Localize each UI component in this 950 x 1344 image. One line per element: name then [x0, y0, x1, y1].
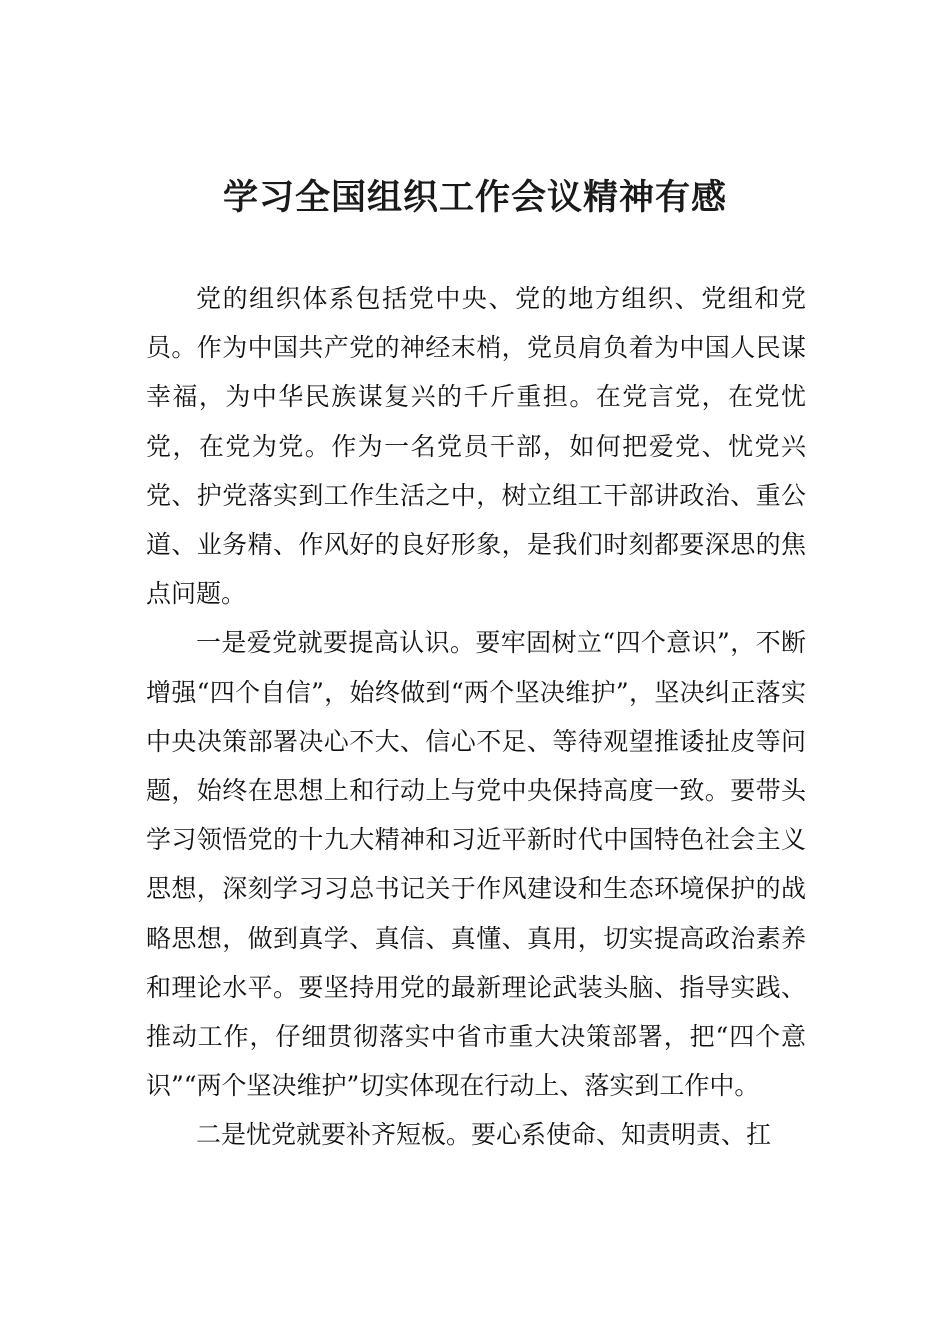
paragraph-worry-party: 二是忧党就要补齐短板。要心系使命、知责明责、扛 — [196, 1120, 772, 1150]
paragraph-intro: 党的组织体系包括党中央、党的地方组织、党组和党员。作为中国共产党的神经末梢，党员肩负着为中国人民谋幸福，为中华民族谋复兴的千斤重担。在党言党，在党忧党，在党为党。作为一名党员干部，如何把爱党、忧党兴党、护党落实到工作生活之中，树立组工干部讲政治、重公道、业务精、作风好的良好形象，是我们时刻都要深思的焦点问题。 — [146, 284, 806, 609]
paragraph-love-party: 一是爱党就要提高认识。要牢固树立“四个意识”，不断增强“四个自信”，始终做到“两个坚决维护”，坚决纠正落实中央决策部署决心不大、信心不足、等待观望推诿扯皮等问题，始终在思想上和行动上与党中央保持高度一致。要带头学习领悟党的十九大精神和习近平新时代中国特色社会主义思想，深刻学习习总书记关于作风建设和生态环境保护的战略思想，做到真学、真信、真懂、真用，切实提高政治素养和理论水平。要坚持用党的最新理论武装头脑、指导实践、推动工作，仔细贯彻落实中省市重大决策部署，把“四个意识”“两个坚决维护”切实体现在行动上、落实到工作中。 — [146, 628, 806, 1101]
document-body — [146, 274, 806, 1160]
document-title: 学习全国组织工作会议精神有感 — [222, 178, 727, 218]
